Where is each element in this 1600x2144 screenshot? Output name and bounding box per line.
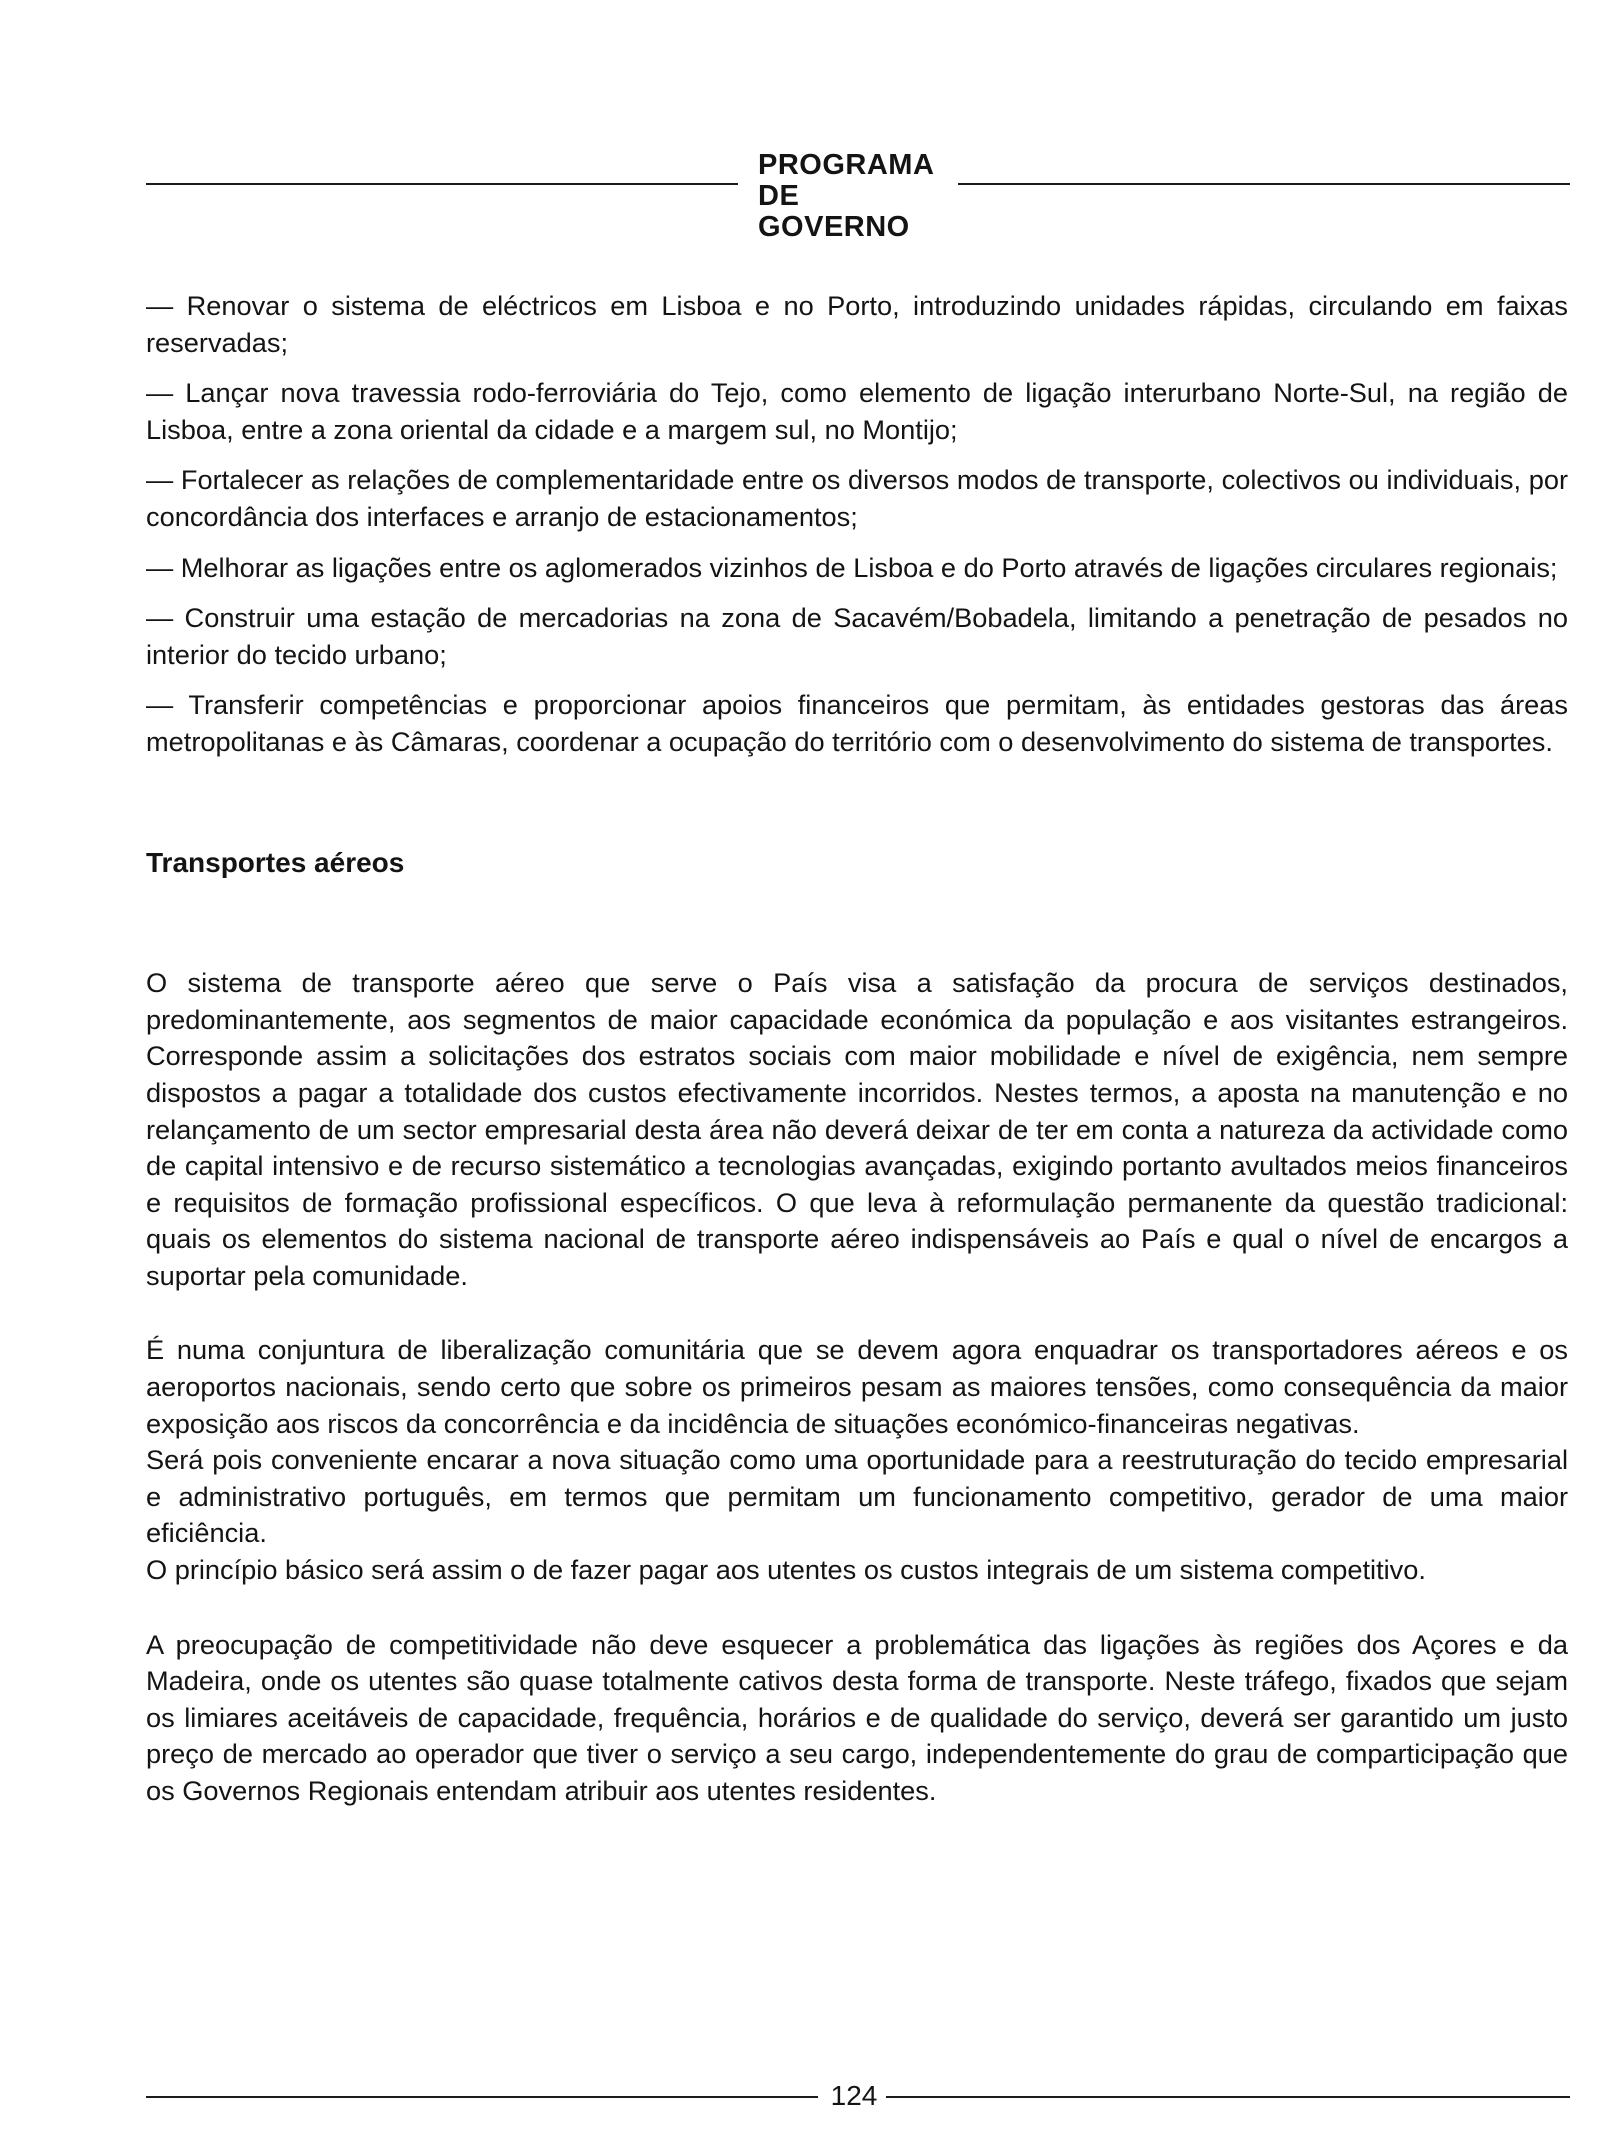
body-paragraph: O sistema de transporte aéreo que serve o País visa a satisfação da procura de serviços destinados, predominantemente, aos segmentos de maior capacidade económica da população e aos visitantes estrangeiros. Corresponde assim a solicitações dos estratos sociais com maior mobilidade e nível de exigência, nem sempre dispostos a pagar a totalidade dos custos efectivamente incorridos. Nestes termos, a aposta na manutenção e no relançamento de um sector empresarial desta área não deverá deixar de ter em conta a natureza da actividade como de capital intensivo e de recurso sistemático a tecnologias avançadas, exigindo portanto avultados meios financeiros e requisitos de formação profissional específicos. O que leva à reformulação permanente da questão tradicional: quais os elementos do sistema nacional de transporte aéreo indispensáveis ao País e qual o nível de encargos a suportar pela comunidade. — [146, 967, 1568, 1291]
body-paragraph: O princípio básico será assim o de fazer pagar aos utentes os custos integrais de um sistema competitivo. — [146, 1554, 1426, 1586]
header-title-line1: PROGRAMA — [758, 149, 935, 181]
body-paragraph: A preocupação de competitividade não deve esquecer a problemática das ligações às regiões dos Açores e da Madeira, onde os utentes são quase totalmente cativos desta forma de transporte. Neste tráfego, fixados que sejam os limiares aceitáveis de capacidade, frequência, horários e de qualidade do serviço, deverá ser garantido um justo preço de mercado ao operador que tiver o serviço a seu cargo, independentemente do grau de comparticipação que os Governos Regionais entendam atribuir aos utentes residentes. — [146, 1628, 1568, 1806]
bullet-item: — Melhorar as ligações entre os aglomerados vizinhos de Lisboa e do Porto através de ligações circulares regionais; — [146, 551, 1558, 583]
header-title-line2: DE GOVERNO — [758, 180, 910, 243]
bullet-item: — Construir uma estação de mercadorias na zona de Sacavém/Bobadela, limitando a penetração de pesados no interior do tecido urbano; — [146, 602, 1568, 670]
footer-rule-right — [886, 2096, 1570, 2098]
header-rule-left — [146, 183, 738, 185]
bullet-item: — Lançar nova travessia rodo-ferroviária do Tejo, como elemento de ligação interurbano Norte-Sul, na região de Lisboa, entre a zona oriental da cidade e a margem sul, no Montijo; — [146, 377, 1568, 445]
bullet-item: — Renovar o sistema de eléctricos em Lisboa e no Porto, introduzindo unidades rápidas, circulando em faixas reservadas; — [146, 290, 1568, 358]
bullet-item: — Transferir competências e proporcionar apoios financeiros que permitam, às entidades gestoras das áreas metropolitanas e às Câmaras, coordenar a ocupação do território com o desenvolvimento do sistema de transportes. — [146, 689, 1568, 757]
body-paragraph: Será pois conveniente encarar a nova situação como uma oportunidade para a reestruturação do tecido empresarial e administrativo português, em termos que permitam um funcionamento competitivo, gerador de uma maior eficiência. — [146, 1444, 1568, 1549]
footer-rule-left — [146, 2096, 818, 2098]
page-header — [146, 149, 1570, 243]
header-title — [758, 150, 954, 243]
section-heading: Transportes aéreos — [146, 846, 405, 878]
page-number: 124 — [830, 2080, 878, 2111]
page-body — [146, 288, 1568, 1810]
body-paragraph: É numa conjuntura de liberalização comunitária que se devem agora enquadrar os transportadores aéreos e os aeroportos nacionais, sendo certo que sobre os primeiros pesam as maiores tensões, como consequência da maior exposição aos riscos da concorrência e da incidência de situações económico-financeiras negativas. — [146, 1334, 1568, 1439]
bullet-item: — Fortalecer as relações de complementaridade entre os diversos modos de transporte, colectivos ou individuais, por concordância dos interfaces e arranjo de estacionamentos; — [146, 464, 1568, 532]
page-footer — [146, 2076, 1570, 2116]
header-rule-right — [958, 183, 1570, 185]
